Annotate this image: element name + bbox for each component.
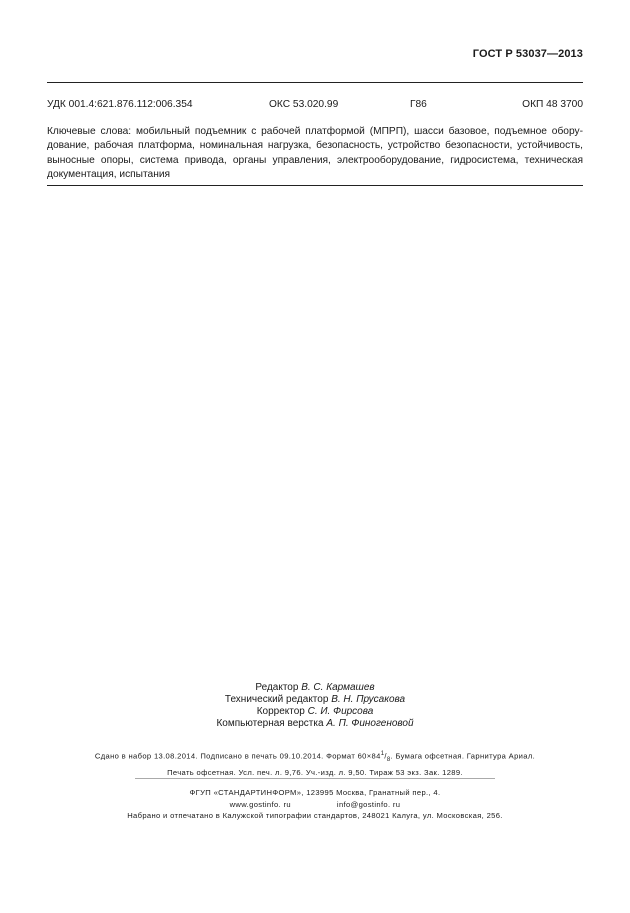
layout-label: Компьютерная верстка [216, 718, 324, 729]
format-fraction-numerator: 1 [380, 751, 385, 757]
imprint-text: . Бумага офсетная. Гарнитура Ариал. [390, 751, 536, 761]
classification-row [47, 99, 583, 113]
okp-code: ОКП 48 3700 [522, 99, 583, 110]
editor-credit [0, 682, 630, 694]
imprint-text: Сдано в набор 13.08.2014. Подписано в печать 09.10.2014. Формат 60×84 [94, 751, 381, 761]
credits-block [0, 682, 630, 730]
corrector-credit [0, 706, 630, 718]
layout-name: А. П. Финогеновой [326, 718, 414, 729]
tech-editor-credit [0, 694, 630, 706]
layout-credit [0, 718, 630, 730]
udk-code: УДК 001.4:621.876.112:006.354 [47, 99, 193, 110]
keywords-line: выносные опоры, система привода, органы управления, электрооборудование, гидросистема, техническая [47, 154, 583, 166]
print-imprint [0, 749, 630, 778]
editor-label: Редактор [255, 682, 299, 693]
publisher-block [0, 787, 630, 822]
group-code: Г86 [410, 99, 427, 110]
publisher-email[interactable]: info@gostinfo. ru [336, 799, 401, 809]
keywords-line: дование, рабочая платформа, номинальная нагрузка, безопасность, устройство безопасности, устойчивость, [47, 140, 583, 152]
publisher-website[interactable]: www.gostinfo. ru [229, 799, 291, 809]
keywords-divider [47, 185, 583, 186]
top-divider [47, 82, 583, 83]
publisher-address: ФГУП «СТАНДАРТИНФОРМ», 123995 Москва, Гранатный пер., 4. [189, 788, 441, 797]
keywords-block [47, 125, 583, 183]
format-fraction-denominator: 8 [386, 757, 391, 764]
editor-name: В. С. Кармашев [301, 682, 375, 693]
tech-editor-label: Технический редактор [224, 694, 329, 705]
imprint-divider [135, 778, 495, 779]
corrector-label: Корректор [256, 706, 305, 717]
printer-info: Набрано и отпечатано в Калужской типографии стандартов, 248021 Калуга, ул. Московская, 256. [127, 811, 503, 820]
tech-editor-name: В. Н. Прусакова [331, 694, 406, 705]
corrector-name: С. И. Фирсова [307, 706, 374, 717]
oks-code: ОКС 53.020.99 [269, 99, 339, 110]
publisher-contacts [0, 799, 630, 811]
keywords-line: Ключевые слова: мобильный подъемник с рабочей платформой (МПРП), шасси базовое, подъемное обору- [47, 126, 583, 137]
imprint-line-1: Сдано в набор 13.08.2014. Подписано в печать 09.10.2014. Формат $60\times 84^1/_8$. Бумага офсетная. Гарнитура Ариал. [94, 751, 536, 764]
keywords-line: документация, испытания [47, 169, 171, 181]
imprint-line-2: Печать офсетная. Усл. печ. л. 9,76. Уч.-изд. л. 9,50. Тираж 53 экз. Зак. 1289. [167, 767, 463, 777]
standard-number: ГОСТ Р 53037—2013 [472, 48, 583, 60]
